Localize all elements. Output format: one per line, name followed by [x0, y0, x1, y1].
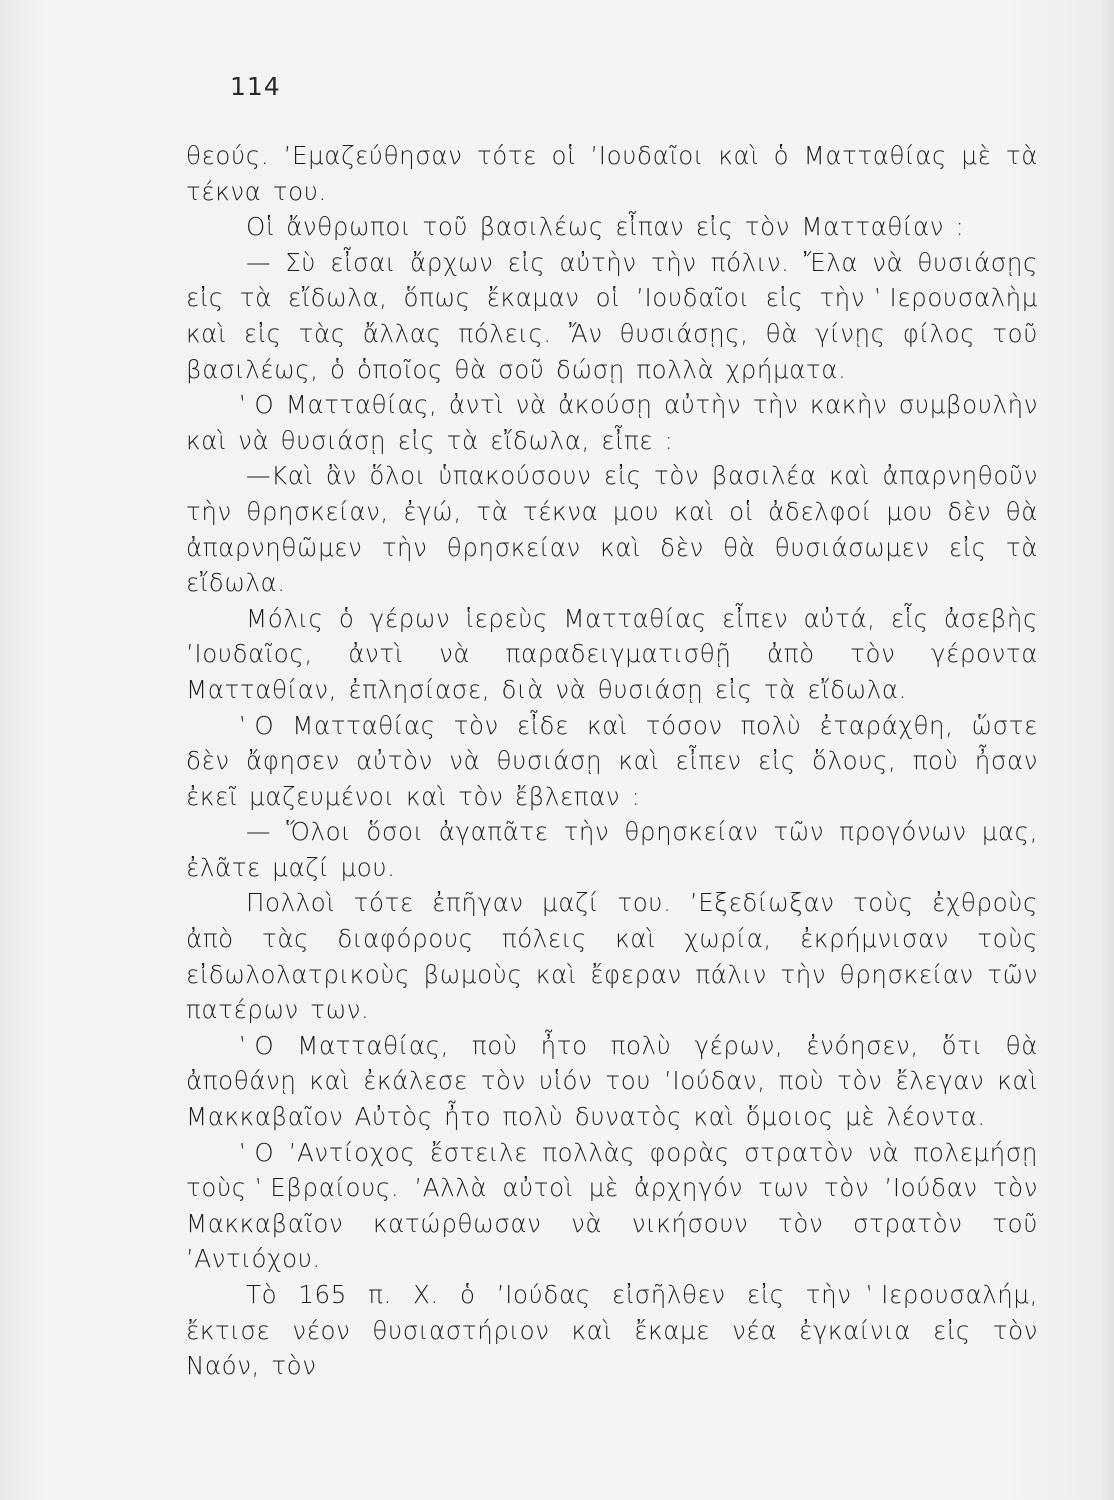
paragraph-2: Οἱ ἄνθρωποι τοῦ βασιλέως εἶπαν εἰς τὸν Ματταθίαν : [246, 212, 965, 242]
page-number: 114 [230, 72, 281, 101]
paragraph-7: ‛Ο Ματταθίας τὸν εἶδε καὶ τόσον πολὺ ἐταράχθη, ὥστε δὲν ἄφησεν αὐτὸν νὰ θυσιάσῃ καὶ εἶπεν εἰς ὅλους, ποὺ ἦσαν ἐκεῖ μαζευμένοι καὶ τὸν ἔβλεπαν : [186, 710, 1038, 811]
paragraph-5: —Καὶ ἂν ὅλοι ὑπακούσουν εἰς τὸν βασιλέα καὶ ἀπαρνηθοῦν τὴν θρησκείαν, ἐγώ, τὰ τέκνα μου καὶ οἱ ἀδελφοί μου δὲν θὰ ἀπαρνηθῶμεν τὴν θρησκείαν καὶ δὲν θὰ θυσιάσωμεν εἰς τὰ εἴδωλα. [186, 461, 1038, 598]
body-text [186, 138, 1038, 1384]
paragraph-8: — Ὅλοι ὅσοι ἀγαπᾶτε τὴν θρησκείαν τῶν προγόνων μας, ἐλᾶτε μαζί μου. [186, 817, 1038, 882]
page-edge-shadow [1100, 0, 1114, 1500]
paragraph-10: ‛Ο Ματταθίας, ποὺ ἦτο πολὺ γέρων, ἐνόησεν, ὅτι θὰ ἀποθάνῃ καὶ ἐκάλεσε τὸν υἱόν του ’Ιούδαν, ποὺ τὸν ἔλεγαν καὶ Μακκαβαῖον Αὐτὸς ἦτο πολὺ δυνατὸς καὶ ὅμοιος μὲ λέοντα. [186, 1030, 1038, 1132]
paragraph-6: Μόλις ὁ γέρων ἱερεὺς Ματταθίας εἶπεν αὐτά, εἷς ἀσεβὴς ’Ιουδαῖος, ἀντὶ νὰ παραδειγματισθῇ ἀπὸ τὸν γέροντα Ματταθίαν, ἐπλησίασε, διὰ νὰ θυσιάσῃ εἰς τὰ εἴδωλα. [186, 603, 1038, 704]
paragraph-1: θεούς. ’Εμαζεύθησαν τότε οἱ ’Ιουδαῖοι καὶ ὁ Ματταθίας μὲ τὰ τέκνα του. [186, 141, 1038, 206]
paragraph-9: Πολλοὶ τότε ἐπῆγαν μαζί του. ’Εξεδίωξαν τοὺς ἐχθροὺς ἀπὸ τὰς διαφόρους πόλεις καὶ χωρία, ἐκρήμνισαν τοὺς εἰδωλολατρικοὺς βωμοὺς καὶ ἔφεραν πάλιν τὴν θρησκείαν τῶν πατέρων των. [186, 888, 1038, 1025]
paragraph-12: Τὸ 165 π. Χ. ὁ ’Ιούδας εἰσῆλθεν εἰς τὴν ‛Ιερουσαλήμ, ἔκτισε νέον θυσιαστήριον καὶ ἔκαμε νέα ἐγκαίνια εἰς τὸν Ναόν, τὸν [186, 1280, 1038, 1381]
paragraph-4: ‛Ο Ματταθίας, ἀντὶ νὰ ἀκούσῃ αὐτὴν τὴν κακὴν συμβουλὴν καὶ νὰ θυσιάσῃ εἰς τὰ εἴδωλα, εἶπε : [186, 390, 1038, 455]
paragraph-11: ‛Ο ’Αντίοχος ἔστειλε πολλὰς φορὰς στρατὸν νὰ πολεμήσῃ τοὺς ‛Εβραίους. ’Αλλὰ αὐτοὶ μὲ ἀρχηγόν των τὸν ’Ιούδαν τὸν Μακκαβαῖον κατώρθωσαν νὰ νικήσουν τὸν στρατὸν τοῦ ’Αντιόχου. [186, 1137, 1038, 1274]
paragraph-3: — Σὺ εἶσαι ἄρχων εἰς αὐτὴν τὴν πόλιν. Ἔλα νὰ θυσιάσῃς εἰς τὰ εἴδωλα, ὅπως ἔκαμαν οἱ ’Ιουδαῖοι εἰς τὴν ‛Ιερουσαλὴμ καὶ εἰς τὰς ἄλλας πόλεις. Ἄν θυσιάσῃς, θὰ γίνῃς φίλος τοῦ βασιλέως, ὁ ὁποῖος θὰ σοῦ δώσῃ πολλὰ χρήματα. [186, 247, 1038, 384]
